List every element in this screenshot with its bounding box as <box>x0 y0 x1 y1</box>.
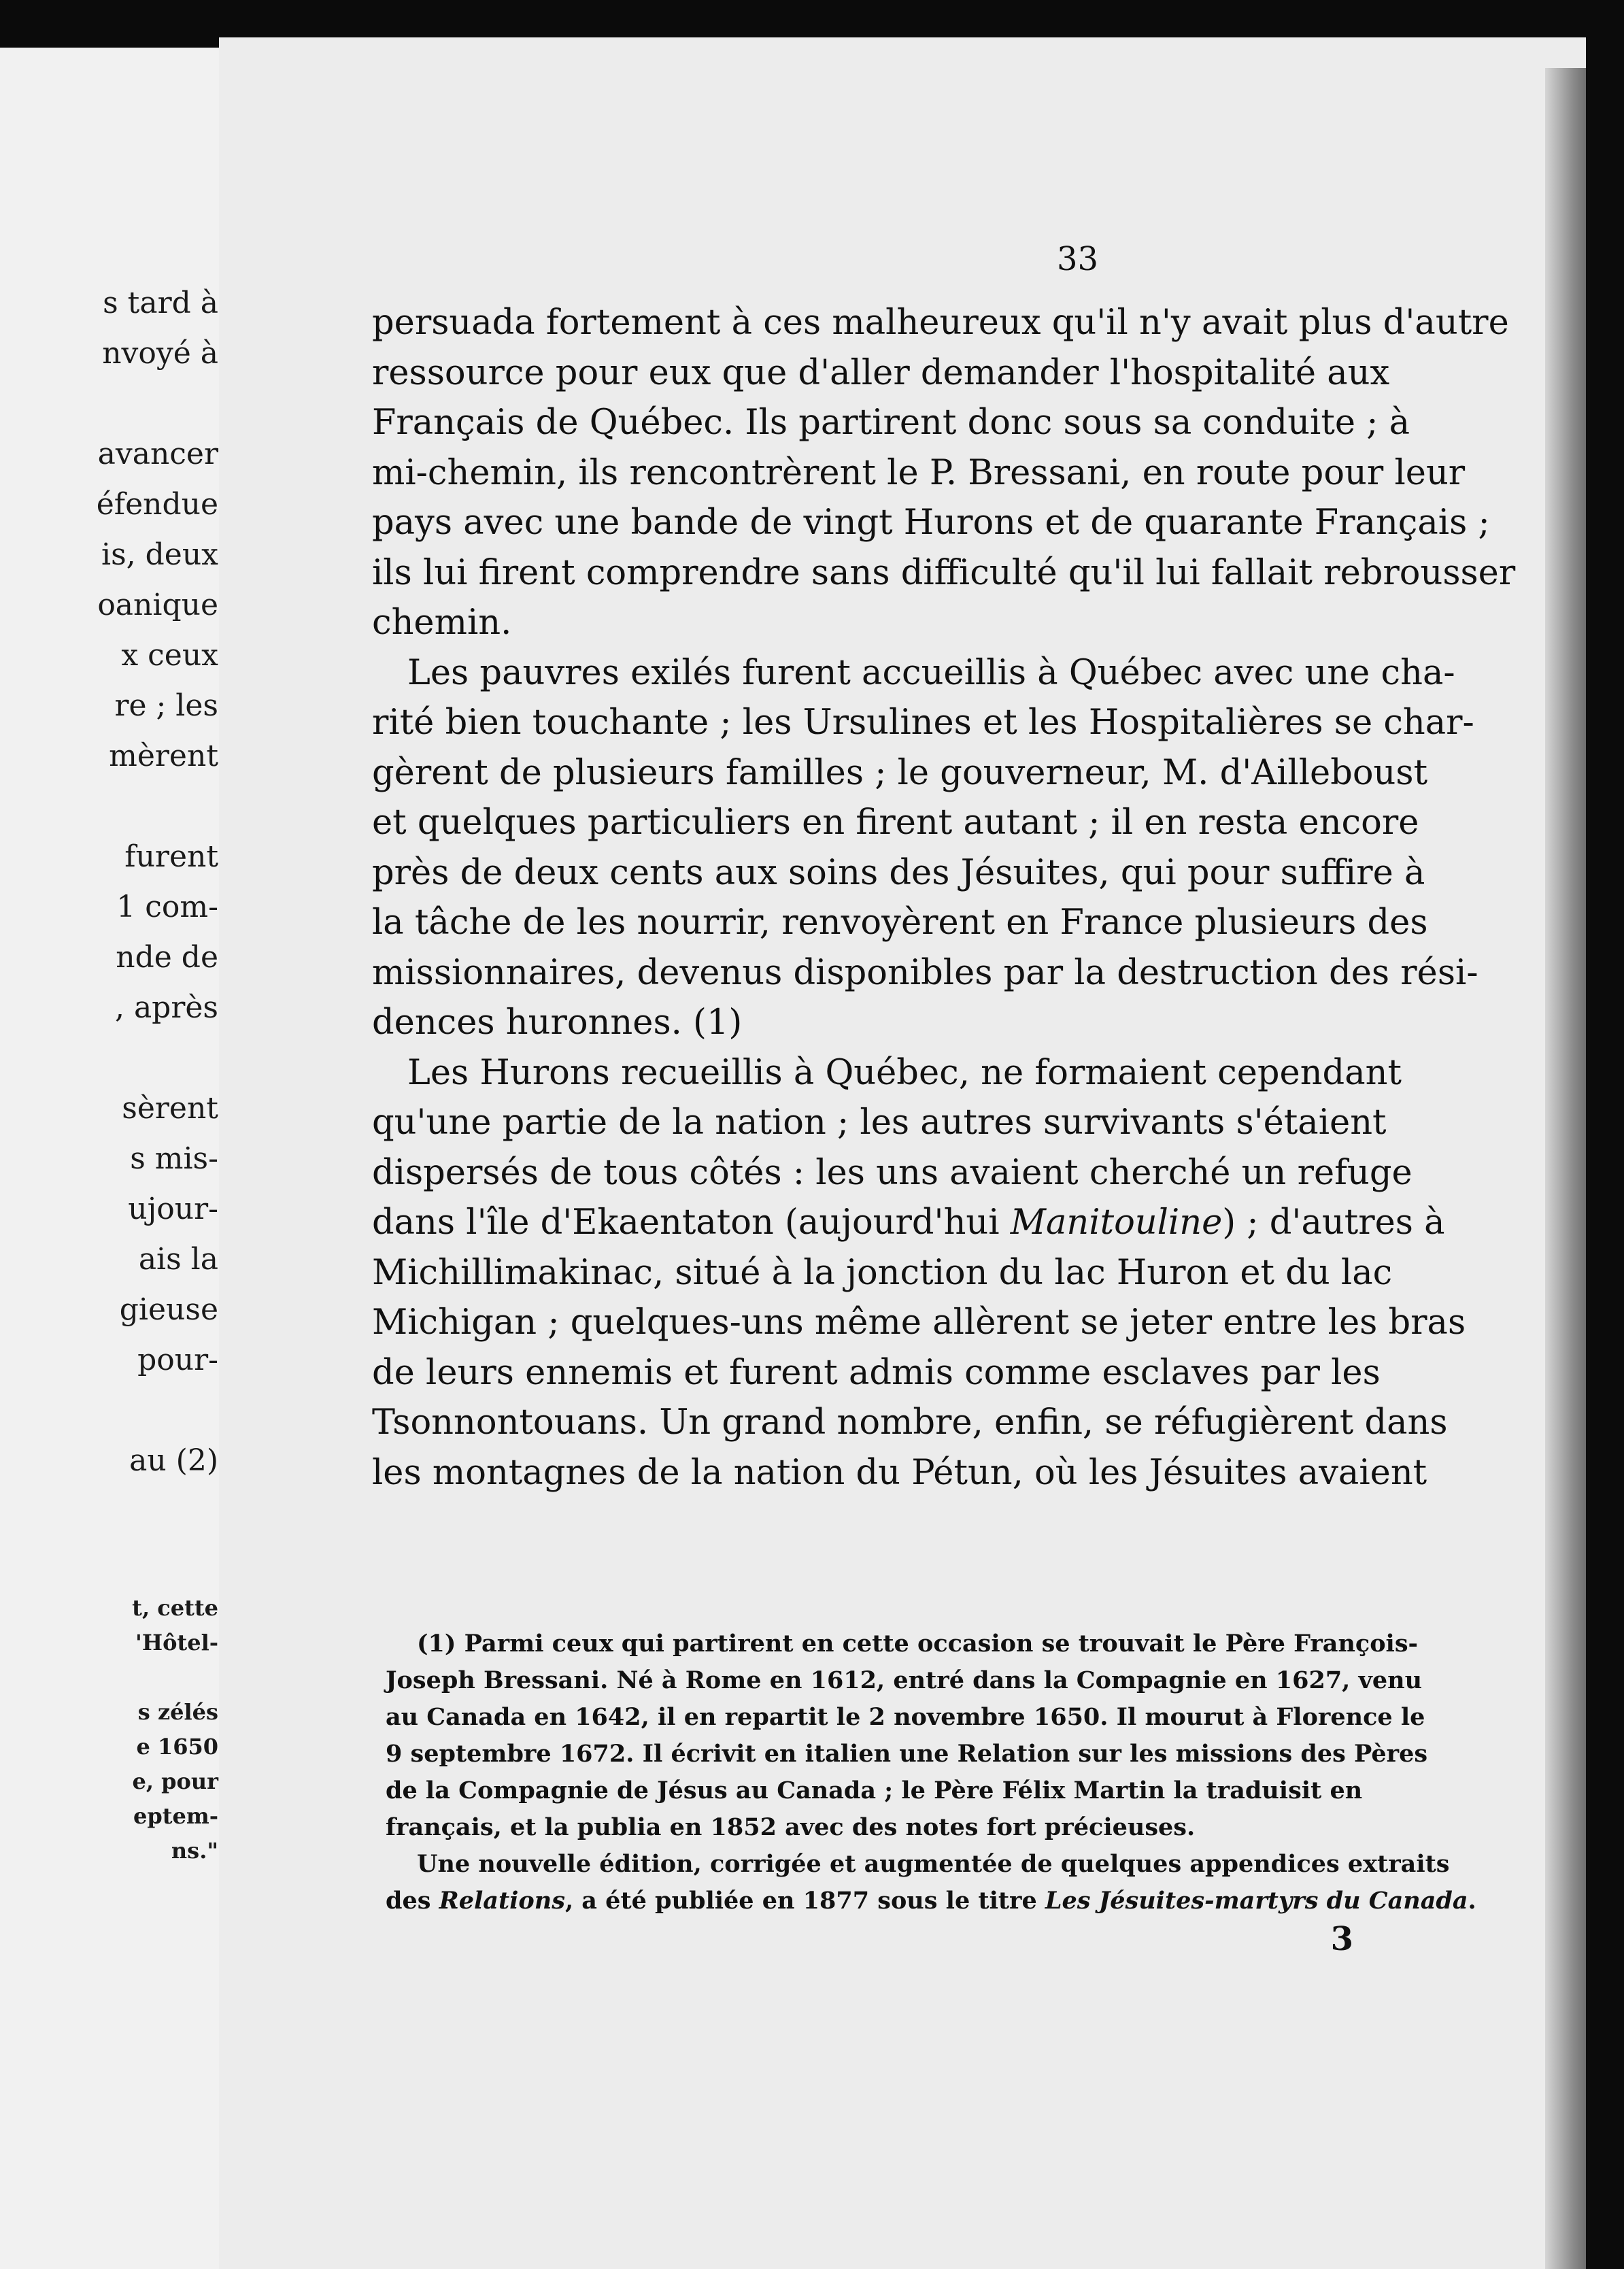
text-line <box>372 503 1490 543</box>
previous-page-line: ais la <box>138 1242 218 1277</box>
text-segment: dans l'île d'Ekaentaton (aujourd'hui <box>372 1203 1011 1243</box>
text-segment: de leurs ennemis et furent admis comme esclaves par les <box>372 1352 1381 1393</box>
previous-page-line: 1 com- <box>116 890 218 924</box>
previous-page-line: nvoyé à <box>102 336 218 371</box>
previous-page-footnote-line: t, cette <box>132 1595 218 1621</box>
signature-mark: 3 <box>1330 1920 1353 1958</box>
previous-page-footnote-line: e, pour <box>132 1768 218 1794</box>
footnote-line <box>386 1813 1195 1843</box>
previous-page-line: s mis- <box>130 1141 218 1176</box>
previous-page-line: is, deux <box>101 537 218 572</box>
text-segment: mi-chemin, ils rencontrèrent le P. Bressani, en route pour leur <box>372 452 1466 493</box>
text-line <box>372 303 1509 343</box>
text-line <box>372 603 511 643</box>
footnote-line <box>386 1666 1423 1696</box>
text-line <box>372 1052 1402 1094</box>
text-segment: et quelques particuliers en firent autant ; il en resta encore <box>372 803 1419 843</box>
italic-text: Relations <box>439 1887 565 1915</box>
previous-page-line: gieuse <box>119 1292 218 1327</box>
previous-page-line: nde de <box>116 940 218 975</box>
page-number: 33 <box>1057 240 1099 278</box>
text-segment: ressource pour eux que d'aller demander l'hospitalité aux <box>372 352 1390 393</box>
previous-page-line: re ; les <box>114 688 218 723</box>
text-segment: Les Hurons recueillis à Québec, ne formaient cependant <box>407 1052 1402 1093</box>
text-segment: Français de Québec. Ils partirent donc sous sa conduite ; à <box>372 403 1410 443</box>
text-segment: les montagnes de la nation du Pétun, où les Jésuites avaient <box>372 1452 1427 1493</box>
text-line <box>372 803 1419 843</box>
text-line <box>372 1203 1445 1243</box>
previous-page-line: sèrent <box>122 1091 218 1126</box>
text-segment: . <box>1468 1887 1476 1915</box>
text-segment: de la Compagnie de Jésus au Canada ; le Père Félix Martin la traduisit en <box>386 1777 1363 1804</box>
previous-page-footnote-line: ns." <box>171 1838 218 1864</box>
previous-page-line: oanique <box>97 588 218 622</box>
text-segment: Michigan ; quelques-uns même allèrent se jeter entre les bras <box>372 1302 1466 1343</box>
text-segment: missionnaires, devenus disponibles par la destruction des rési- <box>372 952 1478 993</box>
text-segment: ) ; d'autres à <box>1222 1203 1445 1243</box>
text-segment: au Canada en 1642, il en repartit le 2 novembre 1650. Il mourut à Florence le <box>386 1703 1425 1731</box>
text-segment: Tsonnontouans. Un grand nombre, enfin, se réfugièrent dans <box>372 1402 1448 1443</box>
footnote-line <box>386 1776 1363 1806</box>
text-line <box>372 1452 1427 1494</box>
text-line <box>372 1302 1466 1343</box>
text-line <box>372 403 1410 443</box>
text-segment: chemin. <box>372 603 512 643</box>
text-line <box>372 1152 1412 1194</box>
text-segment: la tâche de les nourrir, renvoyèrent en France plusieurs des <box>372 903 1428 943</box>
previous-page-footnote-line: eptem- <box>133 1803 218 1829</box>
main-page <box>219 37 1586 2269</box>
text-line <box>372 352 1390 394</box>
text-segment: Joseph Bressani. Né à Rome en 1612, entré dans la Compagnie en 1627, venu <box>386 1666 1423 1694</box>
previous-page-line: , après <box>114 990 218 1025</box>
text-segment: , a été publiée en 1877 sous le titre <box>564 1887 1045 1915</box>
text-line <box>372 1352 1381 1394</box>
previous-page-line: mèrent <box>109 739 218 773</box>
text-line <box>372 552 1516 594</box>
footnote-line <box>386 1702 1425 1732</box>
italic-text: Les Jésuites-martyrs du Canada <box>1045 1887 1468 1915</box>
text-line <box>372 652 1455 694</box>
text-line <box>372 703 1474 743</box>
text-line <box>372 752 1428 794</box>
italic-text: Manitouline <box>1010 1203 1223 1243</box>
footnote-line <box>386 1739 1428 1769</box>
text-segment: ils lui firent comprendre sans difficulté qu'il lui fallait rebrousser <box>372 552 1516 593</box>
text-line <box>372 952 1478 994</box>
text-segment: dispersés de tous côtés : les uns avaient cherché un refuge <box>372 1152 1412 1193</box>
text-segment: pays avec une bande de vingt Hurons et de quarante Français ; <box>372 503 1490 543</box>
previous-page-footnote-line: s zélés <box>137 1699 218 1725</box>
previous-page-line: x ceux <box>121 638 218 673</box>
text-line <box>372 452 1466 494</box>
text-segment: qu'une partie de la nation ; les autres survivants s'étaient <box>372 1103 1387 1143</box>
previous-page-footnote-line: e 1650 <box>136 1734 218 1760</box>
previous-page-footnote-line: 'Hôtel- <box>135 1630 218 1655</box>
text-line <box>372 1003 742 1043</box>
text-segment: persuada fortement à ces malheureux qu'il n'y avait plus d'autre <box>372 303 1509 343</box>
previous-page-line: éfendue <box>96 487 218 522</box>
text-line <box>372 1103 1387 1143</box>
previous-page-line: ujour- <box>128 1192 218 1226</box>
text-line <box>372 852 1425 894</box>
previous-page-fragment <box>0 48 235 2269</box>
previous-page-line: avancer <box>97 437 218 471</box>
footnote-line <box>386 1849 1450 1879</box>
text-segment: près de deux cents aux soins des Jésuites, qui pour suffire à <box>372 852 1425 893</box>
text-segment: 9 septembre 1672. Il écrivit en italien une Relation sur les missions des Pères <box>386 1740 1428 1768</box>
text-segment: Les pauvres exilés furent accueillis à Québec avec une cha- <box>407 652 1455 693</box>
text-segment: des <box>386 1887 439 1915</box>
previous-page-line: s tard à <box>103 286 218 320</box>
text-segment: Michillimakinac, situé à la jonction du lac Huron et du lac <box>372 1252 1393 1293</box>
footnote-line <box>386 1886 1476 1916</box>
footnote-line <box>386 1629 1419 1659</box>
text-segment: dences huronnes. (1) <box>372 1003 743 1043</box>
text-segment: (1) Parmi ceux qui partirent en cette occasion se trouvait le Père François- <box>417 1630 1419 1658</box>
text-segment: gèrent de plusieurs familles ; le gouverneur, M. d'Ailleboust <box>372 752 1428 793</box>
text-segment: Une nouvelle édition, corrigée et augmentée de quelques appendices extraits <box>417 1850 1450 1878</box>
previous-page-line: au (2) <box>129 1443 218 1478</box>
text-segment: français, et la publia en 1852 avec des notes fort précieuses. <box>386 1813 1196 1841</box>
text-line <box>372 1402 1448 1443</box>
previous-page-line: furent <box>124 839 218 874</box>
previous-page-line: pour- <box>137 1343 218 1377</box>
text-segment: rité bien touchante ; les Ursulines et les Hospitalières se char- <box>372 703 1474 743</box>
page-edge-shadow <box>1545 68 1586 2269</box>
text-line <box>372 903 1428 943</box>
text-line <box>372 1252 1393 1294</box>
